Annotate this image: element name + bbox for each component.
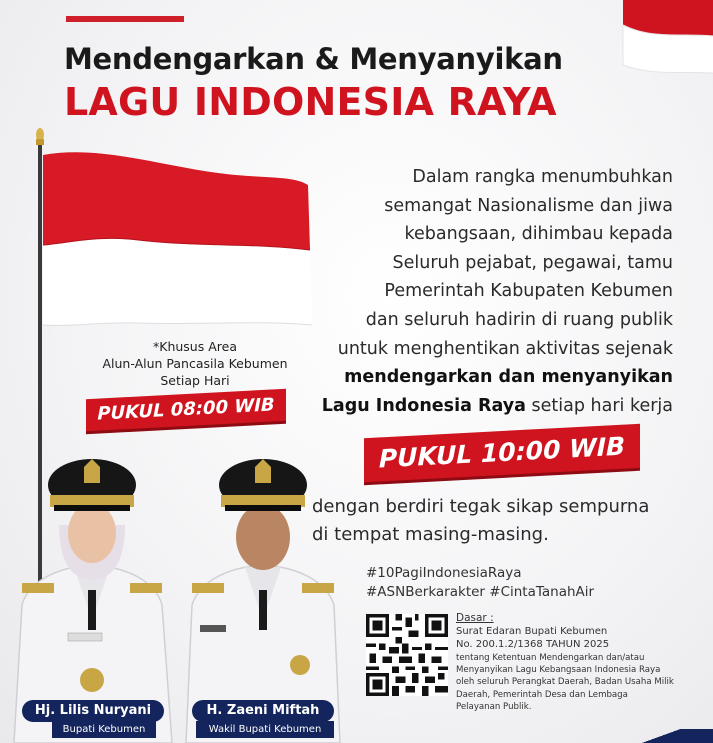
special-note-line-1: *Khusus Area	[153, 339, 237, 354]
closing-line-1: dengan berdiri tegak sikap sempurna	[312, 496, 650, 517]
official-1-role: Bupati Kebumen	[52, 721, 156, 738]
closing-line-2: di tempat masing-masing.	[312, 524, 549, 545]
body-bold-line-1: mendengarkan dan menyanyikan	[344, 367, 673, 388]
time-badge-0800: PUKUL 08:00 WIB	[86, 389, 286, 431]
basis-small-2: Menyanyikan Lagu Kebangsaan Indonesia Raya	[456, 665, 661, 676]
hashtags	[366, 564, 686, 602]
official-2-role: Wakil Bupati Kebumen	[196, 721, 334, 738]
closing-message	[312, 493, 682, 549]
special-area-note	[70, 338, 320, 389]
basis-small-5: Pelayanan Publik.	[456, 702, 532, 713]
body-line-6: dan seluruh hadirin di ruang publik	[365, 309, 673, 330]
body-line-7: untuk menghentikan aktivitas sejenak	[337, 338, 673, 359]
special-note-line-2: Alun-Alun Pancasila Kebumen	[102, 356, 288, 371]
official-1-name: Hj. Lilis Nuryani	[22, 700, 164, 722]
basis-small-1: tentang Ketentuan Mendengarkan dan/atau	[456, 652, 645, 663]
body-line-4: Seluruh pejabat, pegawai, tamu	[392, 252, 673, 273]
legal-basis	[456, 612, 706, 714]
title-line-1: Mendengarkan & Menyanyikan	[64, 42, 563, 76]
basis-title: Dasar :	[456, 612, 494, 624]
body-tail-text: setiap hari kerja	[525, 395, 673, 416]
main-message	[300, 163, 673, 420]
basis-line-2: No. 200.1.2/1368 TAHUN 2025	[456, 639, 610, 651]
title-line-2: LAGU INDONESIA RAYA	[64, 80, 557, 124]
body-line-1: Dalam rangka menumbuhkan	[412, 167, 673, 187]
hashtag-line-2: #ASNBerkarakter #CintaTanahAir	[366, 584, 595, 600]
body-line-2: semangat Nasionalisme dan jiwa	[384, 195, 673, 216]
special-note-line-3: Setiap Hari	[160, 373, 230, 388]
body-line-3: kebangsaan, dihimbau kepada	[404, 224, 673, 245]
qr-code-icon[interactable]	[366, 614, 448, 696]
body-line-5: Pemerintah Kabupaten Kebumen	[384, 281, 673, 302]
body-bold-line-2: Lagu Indonesia Raya	[321, 395, 526, 416]
top-accent-bar	[66, 16, 184, 22]
basis-small-4: Daerah, Pemerintah Desa dan Lembaga	[456, 689, 628, 700]
time-badge-1000: PUKUL 10:00 WIB	[364, 424, 640, 482]
basis-line-1: Surat Edaran Bupati Kebumen	[456, 626, 608, 638]
bottom-accent-stripe	[633, 729, 713, 743]
hashtag-line-1: #10PagiIndonesiaRaya	[366, 565, 522, 581]
basis-small-3: oleh seluruh Perangkat Daerah, Badan Usaha Milik	[456, 677, 674, 688]
official-2-name: H. Zaeni Miftah	[192, 700, 334, 722]
